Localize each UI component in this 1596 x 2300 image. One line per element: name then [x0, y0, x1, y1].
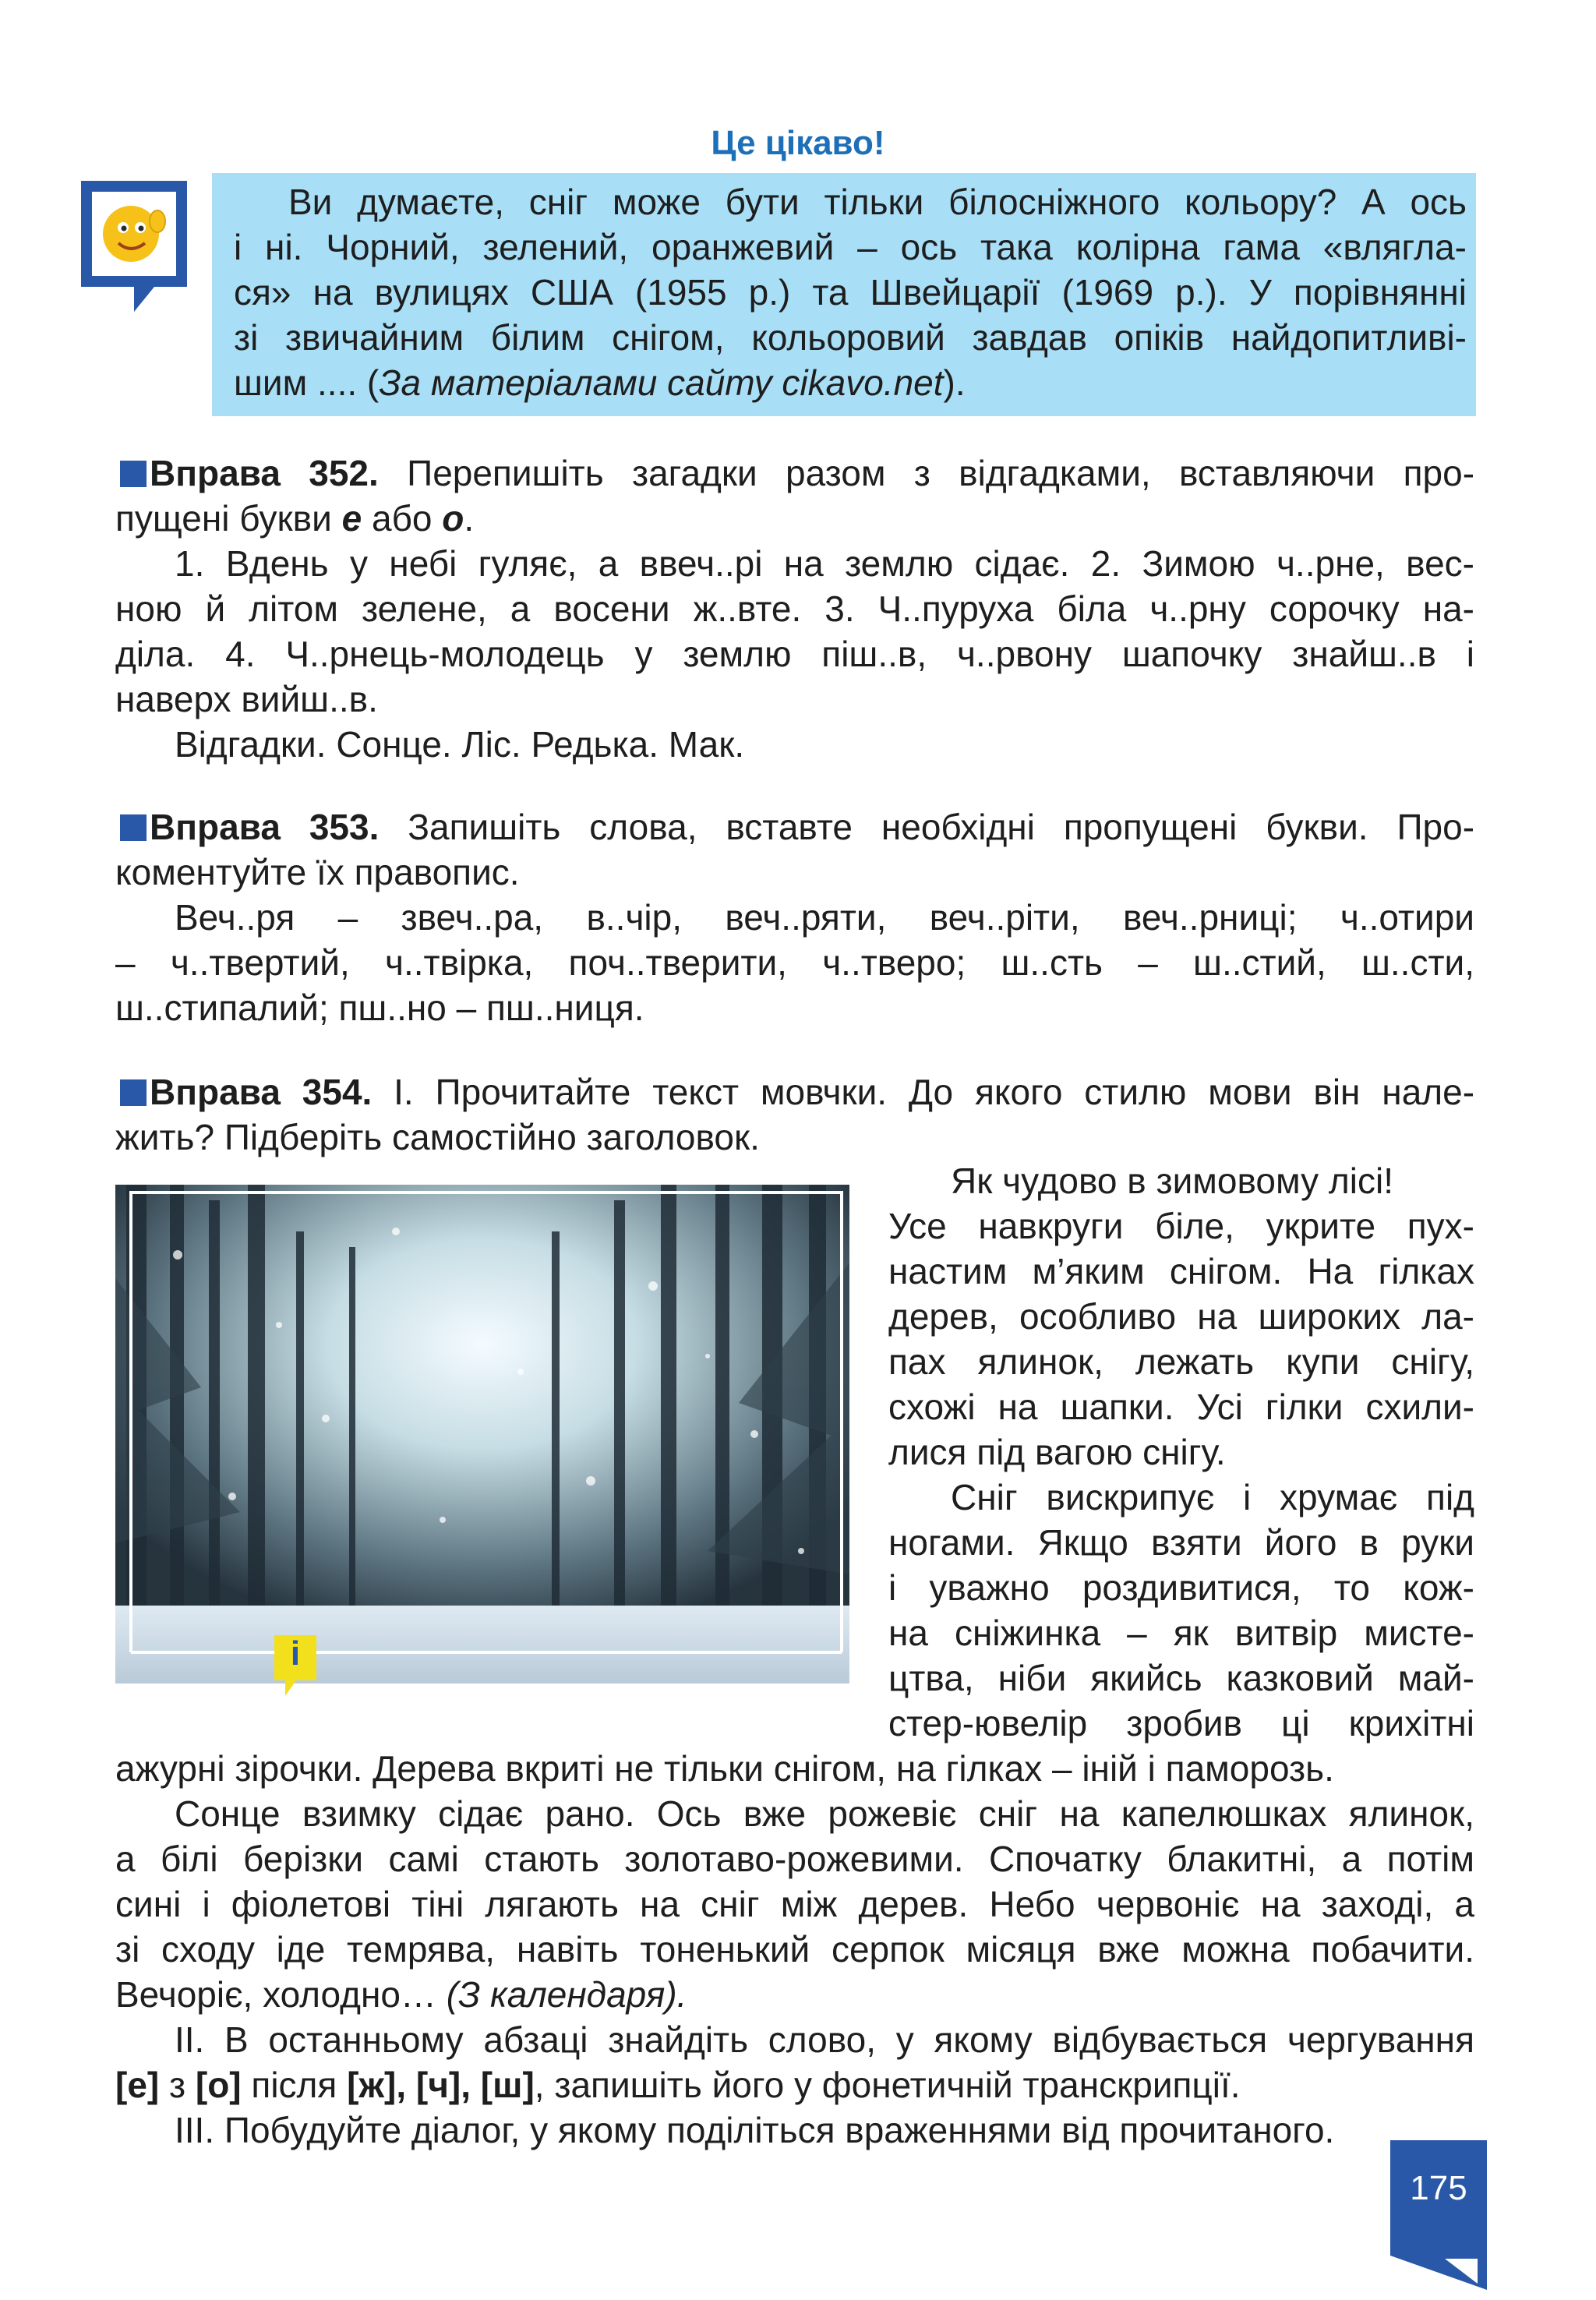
smiley-icon	[81, 181, 187, 312]
text-line: ш..стипалий; пш..но – пш..ниця.	[115, 987, 644, 1028]
info-box-line: ся» на вулицях США (1955 р.) та Швейцарії (1969 р.). У порівнянні	[234, 272, 1467, 313]
text-line: сині і фіолетові тіні лягають на сніг між дерев. Небо червоніє на заході, а	[115, 1884, 1474, 1924]
text-line: а білі берізки самі стають золотаво-рожевими. Спочатку блакитні, а потім	[115, 1839, 1474, 1879]
text-line: ногами. Якщо взяти його в руки	[888, 1522, 1474, 1563]
text-line: Сонце взимку сідає рано. Ось вже рожевіє сніг на капелюшках ялинок,	[175, 1793, 1474, 1834]
text-line: схожі на шапки. Усі гілки схили-	[888, 1387, 1474, 1427]
text-line: – ч..твертий, ч..твірка, поч..тверити, ч..тверо; ш..сть – ш..стий, ш..сти,	[115, 942, 1474, 983]
info-box-line: зі звичайним білим снігом, кольоровий завдав опіків найдопитливі-	[234, 317, 1467, 358]
task-line: ІІ. В останньому абзаці знайдіть слово, у якому відбувається чергування	[175, 2019, 1474, 2060]
bullet-square-icon	[120, 1079, 147, 1106]
exercise-354-label: Вправа 354.	[150, 1072, 373, 1112]
text-line: на сніжинка – як витвір мисте-	[888, 1613, 1474, 1653]
info-box-source: За матеріалами сайту cikavo.net	[379, 362, 944, 403]
text-line: пах ялинок, лежать купи снігу,	[888, 1341, 1474, 1382]
exercise-353-label: Вправа 353.	[150, 807, 380, 847]
info-box-line: шим .... (За матеріалами сайту cikavo.net).	[234, 362, 966, 403]
text-line: Як чудово в зимовому лісі!	[951, 1161, 1393, 1201]
text-line: цтва, ніби якийсь казковий май-	[888, 1658, 1474, 1698]
text-line: Сніг вискрипує і хрумає під	[951, 1477, 1474, 1517]
exercise-354-task: Вправа 354. І. Прочитайте текст мовчки. До якого стилю мови він нале-	[120, 1069, 1474, 1115]
page-number-badge	[1390, 2140, 1487, 2290]
text-line: настим м’яким снігом. На гілках	[888, 1251, 1474, 1291]
bullet-square-icon	[120, 461, 147, 487]
page-number: 175	[1410, 2169, 1467, 2207]
exercise-352-task-end: пущені букви е або о.	[115, 498, 475, 539]
text-line: наверх вийш..в.	[115, 679, 378, 719]
text-line: ною й літом зелене, а восени ж..вте. 3. Ч..пуруха біла ч..рну сорочку на-	[115, 588, 1474, 629]
text-line: ажурні зірочки. Дерева вкриті не тільки снігом, на гілках – іній і паморозь.	[115, 1748, 1334, 1789]
exercise-352-answers: Відгадки. Сонце. Ліс. Редька. Мак.	[175, 724, 745, 765]
exercise-353-task: Вправа 353. Запишіть слова, вставте необхідні пропущені букви. Про-	[120, 804, 1474, 850]
text-line: дерев, особливо на широких ла-	[888, 1296, 1474, 1337]
text-line: жить? Підберіть самостійно заголовок.	[115, 1117, 760, 1157]
text-line: діла. 4. Ч..рнець-молодець у землю піш..в, ч..рвону шапочку знайш..в і	[115, 634, 1474, 674]
info-box-line: і ні. Чорний, зелений, оранжевий – ось така колірна гама «вляглa-	[234, 227, 1467, 267]
task-line: [е] з [о] після [ж], [ч], [ш], запишіть його у фонетичній транскрипції.	[115, 2065, 1241, 2105]
info-box-title: Це цікаво!	[711, 124, 885, 162]
text-line: Веч..ря – звеч..ра, в..чір, веч..ряти, веч..ріти, веч..рниці; ч..отири	[175, 897, 1474, 938]
exercise-352-label: Вправа 352.	[150, 453, 379, 493]
text-line: Вечоріє, холодно… (З календаря).	[115, 1974, 687, 2015]
text-source: (З календаря).	[446, 1974, 687, 2015]
bullet-square-icon	[120, 814, 147, 841]
task-line: ІІІ. Побудуйте діалог, у якому поділіться враженнями від прочитаного.	[175, 2110, 1335, 2150]
text-line: зі сходу іде темрява, навіть тоненький серпок місяця вже можна побачити.	[115, 1929, 1474, 1970]
text-line: коментуйте їх правопис.	[115, 852, 520, 892]
info-box-line: Ви думаєте, сніг може бути тільки білосніжного кольору? А ось	[288, 182, 1467, 222]
text-line: стер-ювелір зробив ці крихітні	[888, 1703, 1474, 1744]
text-line: Усе навкруги біле, укрите пух-	[888, 1206, 1474, 1246]
exercise-352-task: Вправа 352. Перепишіть загадки разом з відгадками, вставляючи про-	[120, 450, 1474, 496]
photo-badge-letter: і	[290, 1634, 301, 1673]
text-line: 1. Вдень у небі гуляє, а ввеч..рі на землю сідає. 2. Зимою ч..рне, вес-	[175, 543, 1474, 584]
winter-forest-photo	[115, 1185, 849, 1683]
text-line: і уважно роздивитися, то кож-	[888, 1567, 1474, 1608]
text-line: лися під вагою снігу.	[888, 1432, 1226, 1472]
